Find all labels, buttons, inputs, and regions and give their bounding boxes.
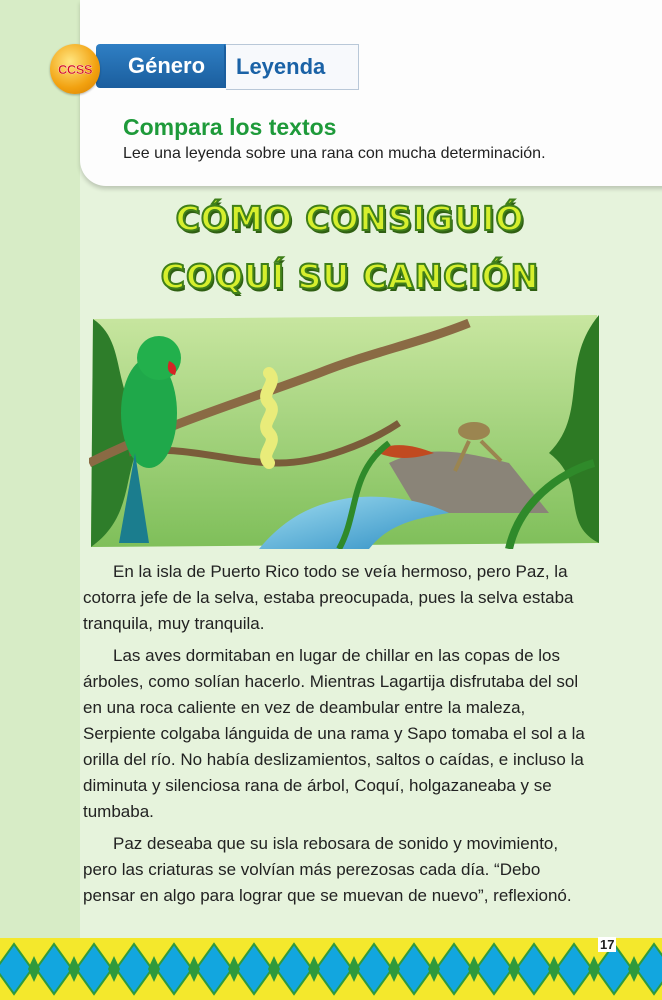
ccss-badge	[50, 44, 100, 94]
story-title-line1: CÓMO CONSIGUIÓ	[175, 199, 525, 238]
ccss-badge-label: CCSS	[57, 61, 93, 77]
decorative-footer-border	[0, 938, 662, 1000]
left-margin-band	[0, 0, 80, 940]
genre-value: Leyenda	[236, 54, 326, 79]
story-paragraph-1: En la isla de Puerto Rico todo se veía hermoso, pero Paz, la cotorra jefe de la selva, estaba preocupada, pues la selva estaba tranquila, muy tranquila.	[83, 562, 574, 633]
story-title-line2: COQUÍ SU CANCIÓN	[160, 257, 540, 296]
story-text	[83, 559, 595, 915]
story-paragraph-2: Las aves dormitaban en lugar de chillar en las copas de los árboles, como solían hacerlo. Mientras Lagartija disfrutaba del sol en una roca caliente en vez de deambular entre la maleza, Serpiente colgaba lánguida de una rama y Sapo tomaba el sol a la orilla del río. No había deslizamientos, saltos o caídas, e incluso la diminuta y silenciosa rana de árbol, Coquí, holgazaneaba y se tumbaba.	[83, 646, 585, 821]
jungle-illustration	[89, 313, 601, 549]
page-number: 17	[600, 937, 615, 952]
compare-title: Compara los textos	[123, 114, 337, 140]
genre-value-tab	[226, 44, 359, 90]
genre-tab	[96, 44, 236, 88]
compare-subtitle: Lee una leyenda sobre una rana con mucha determinación.	[123, 145, 546, 162]
story-paragraph-3: Paz deseaba que su isla rebosara de sonido y movimiento, pero las criaturas se volvían más perezosas cada día. “Debo pensar en algo para lograr que se muevan de nuevo”, reflexionó.	[83, 834, 572, 905]
genre-label: Género	[128, 53, 206, 78]
